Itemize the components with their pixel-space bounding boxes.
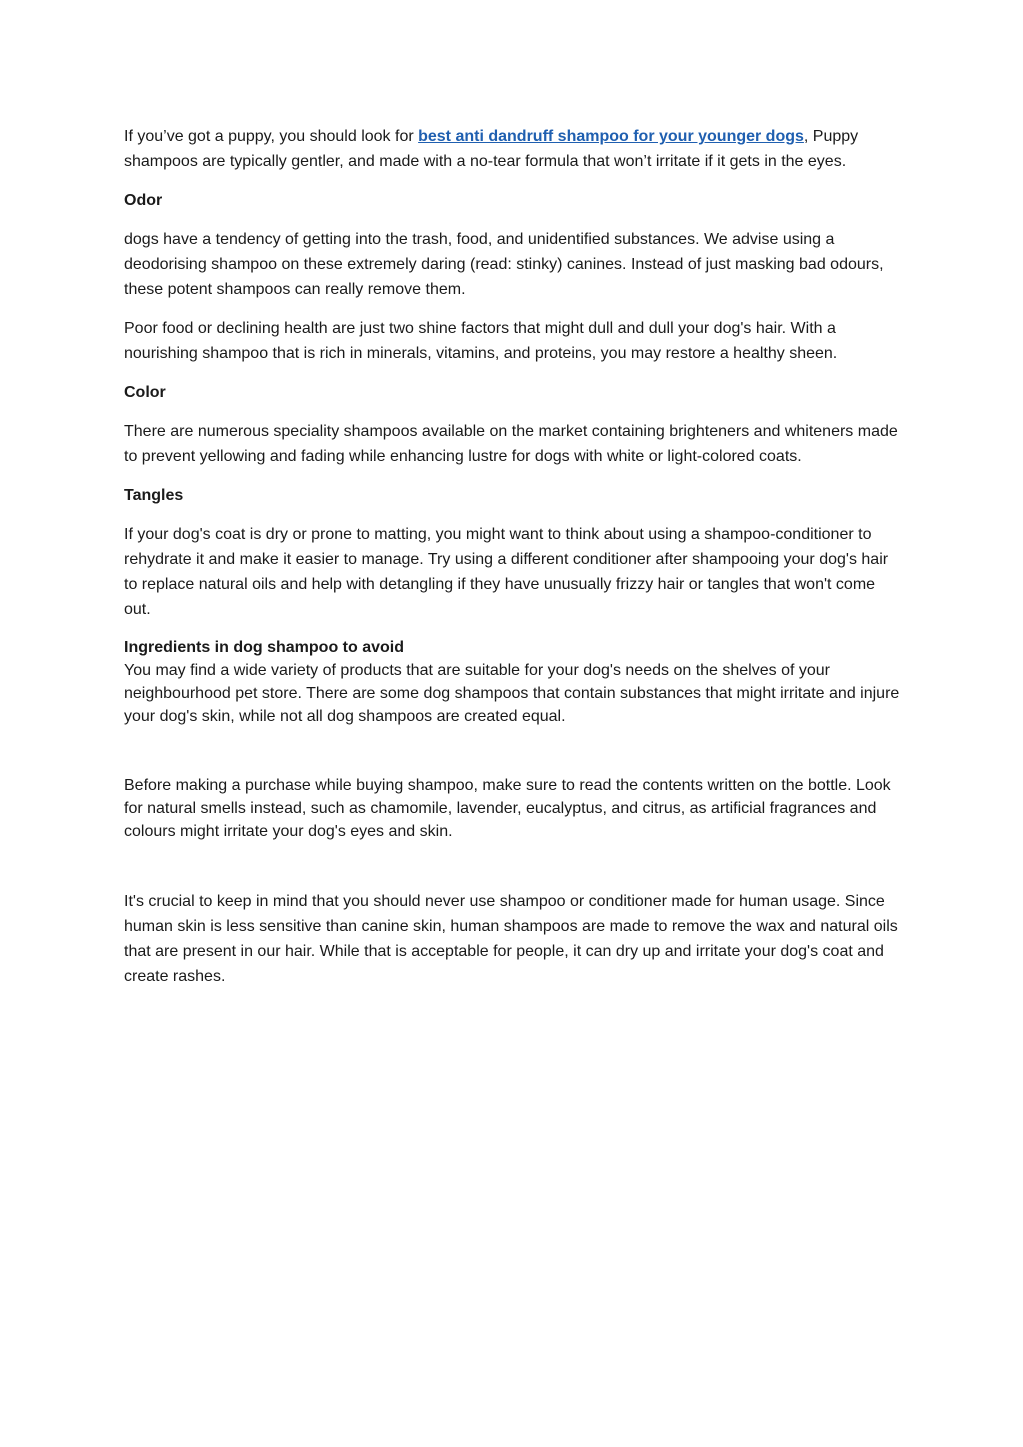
paragraph-color: There are numerous speciality shampoos available on the market containing brighteners and whiteners made to prevent yellowing and fading while enhancing lustre for dogs with white or light-colored coats. — [124, 423, 898, 465]
paragraph-ingredients-2: Before making a purchase while buying shampoo, make sure to read the contents written on the bottle. Look for natural smells instead, such as chamomile, lavender, eucalyptus, and citrus, as artificial fragrances and colours might irritate your dog's eyes and skin. — [124, 777, 891, 840]
heading-odor: Odor — [124, 192, 163, 209]
heading-ingredients: Ingredients in dog shampoo to avoid — [124, 639, 405, 656]
intro-text-before-link: If you’ve got a puppy, you should look for — [124, 128, 419, 145]
document-body — [124, 124, 902, 1003]
heading-color: Color — [124, 384, 166, 401]
paragraph-odor-2: Poor food or declining health are just two shine factors that might dull and dull your dog's hair. With a nourishing shampoo that is rich in minerals, vitamins, and proteins, you may restore a healthy sheen. — [124, 320, 838, 362]
paragraph-tangles: If your dog's coat is dry or prone to matting, you might want to think about using a shampoo-conditioner to rehydrate it and make it easier to manage. Try using a different conditioner after shampooing your dog's hair to replace natural oils and help with detangling if they have unusually frizzy hair or tangles that won't come out. — [124, 526, 889, 618]
heading-tangles: Tangles — [124, 487, 184, 504]
shampoo-link[interactable]: best anti dandruff shampoo for your younger dogs — [418, 128, 804, 145]
intro-text-after-link: , Puppy shampoos are typically gentler, and made with a no-tear formula that won’t irritate if it gets in the eyes. — [124, 128, 859, 170]
intro-paragraph — [124, 124, 902, 174]
paragraph-odor-1: dogs have a tendency of getting into the trash, food, and unidentified substances. We advise using a deodorising shampoo on these extremely daring (read: stinky) canines. Instead of just masking bad odours, these potent shampoos can really remove them. — [124, 231, 884, 298]
paragraph-ingredients-1: You may find a wide variety of products that are suitable for your dog's needs on the shelves of your neighbourhood pet store. There are some dog shampoos that contain substances that might irritate and injure your dog's skin, while not all dog shampoos are created equal. — [124, 662, 900, 725]
paragraph-ingredients-3: It's crucial to keep in mind that you should never use shampoo or conditioner made for human usage. Since human skin is less sensitive than canine skin, human shampoos are made to remove the wax and natural oils that are present in our hair. While that is acceptable for people, it can dry up and irritate your dog's coat and create rashes. — [124, 893, 898, 985]
